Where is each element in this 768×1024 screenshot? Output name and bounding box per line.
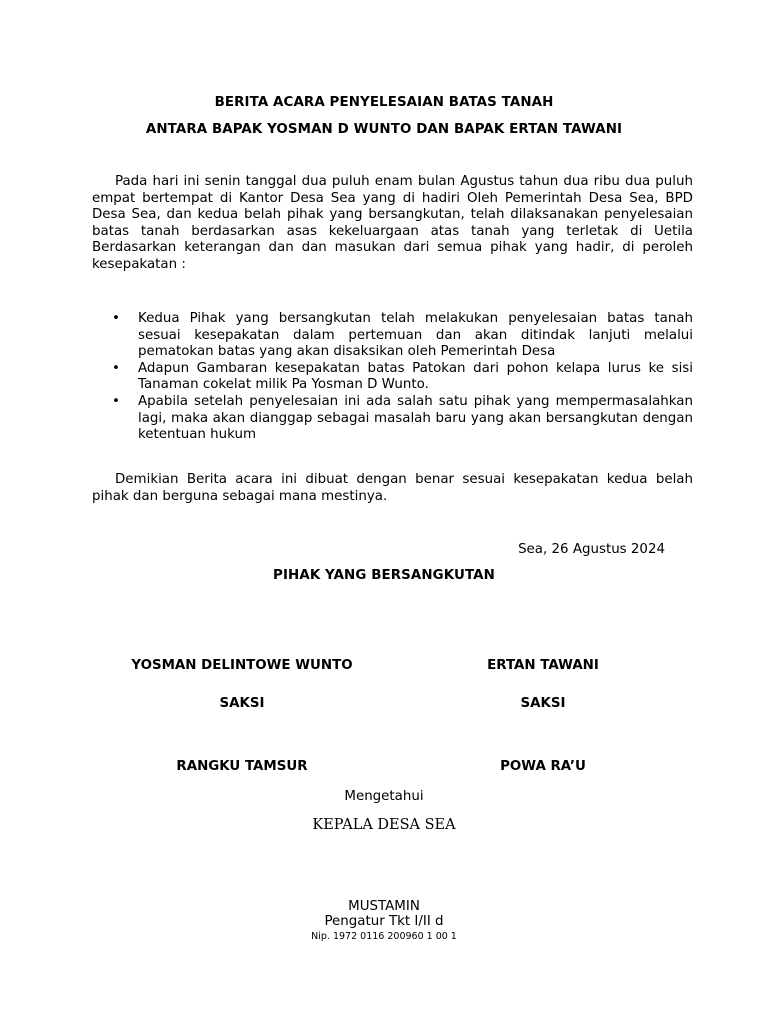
bullet-icon: • <box>112 393 120 409</box>
parties-heading: PIHAK YANG BERSANGKUTAN <box>273 568 495 583</box>
list-item <box>92 361 693 394</box>
bullet-icon: • <box>112 360 120 376</box>
party-left-name: YOSMAN DELINTOWE WUNTO <box>131 658 353 673</box>
village-head-rank: Pengatur Tkt I/II d <box>324 914 444 929</box>
witness-right-name: POWA RA’U <box>500 759 586 774</box>
list-item-text: Adapun Gambaran kesepakatan batas Patokan dari pohon kelapa lurus ke sisi Tanaman cokelat milik Pa Yosman D Wunto. <box>138 360 693 393</box>
witness-left-name: RANGKU TAMSUR <box>176 759 308 774</box>
village-head-title: KEPALA DESA SEA <box>312 817 456 833</box>
closing-paragraph: Demikian Berita acara ini dibuat dengan benar sesuai kesepakatan kedua belah pihak dan berguna sebagai mana mestinya. <box>92 472 693 504</box>
village-head-name: MUSTAMIN <box>348 899 420 914</box>
witness-left-label: SAKSI <box>219 696 265 711</box>
list-item <box>92 394 693 444</box>
place-date: Sea, 26 Agustus 2024 <box>518 542 665 557</box>
opening-paragraph: Pada hari ini senin tanggal dua puluh enam bulan Agustus tahun dua ribu dua puluh empat bertempat di Kantor Desa Sea yang di hadiri Oleh Pemerintah Desa Sea, BPD Desa Sea, dan kedua belah pihak yang bersangkutan, telah dilaksanakan penyelesaian batas tanah berdasarkan asas kekeluargaan atas tanah yang terletak di Uetila Berdasarkan keterangan dan dan masukan dari semua pihak yang hadir, di peroleh kesepakatan : <box>92 174 693 272</box>
party-right-name: ERTAN TAWANI <box>487 658 599 673</box>
witness-right-label: SAKSI <box>520 696 566 711</box>
document-subtitle: ANTARA BAPAK YOSMAN D WUNTO DAN BAPAK ERTAN TAWANI <box>145 122 623 137</box>
acknowledged-label: Mengetahui <box>344 789 424 804</box>
village-head-nip: Nip. 1972 0116 200960 1 00 1 <box>311 931 457 942</box>
list-item-text: Kedua Pihak yang bersangkutan telah melakukan penyelesaian batas tanah sesuai kesepakatan dalam pertemuan dan akan ditindak lanjuti melalui pematokan batas yang akan disaksikan oleh Pemerintah Desa <box>138 311 693 360</box>
list-item-text: Apabila setelah penyelesaian ini ada salah satu pihak yang mempermasalahkan lagi, maka akan dianggap sebagai masalah baru yang akan bersangkutan dengan ketentuan hukum <box>138 393 693 443</box>
agreement-list <box>92 311 693 444</box>
document-title: BERITA ACARA PENYELESAIAN BATAS TANAH <box>214 95 554 110</box>
bullet-icon: • <box>112 311 120 326</box>
list-item <box>92 311 693 361</box>
